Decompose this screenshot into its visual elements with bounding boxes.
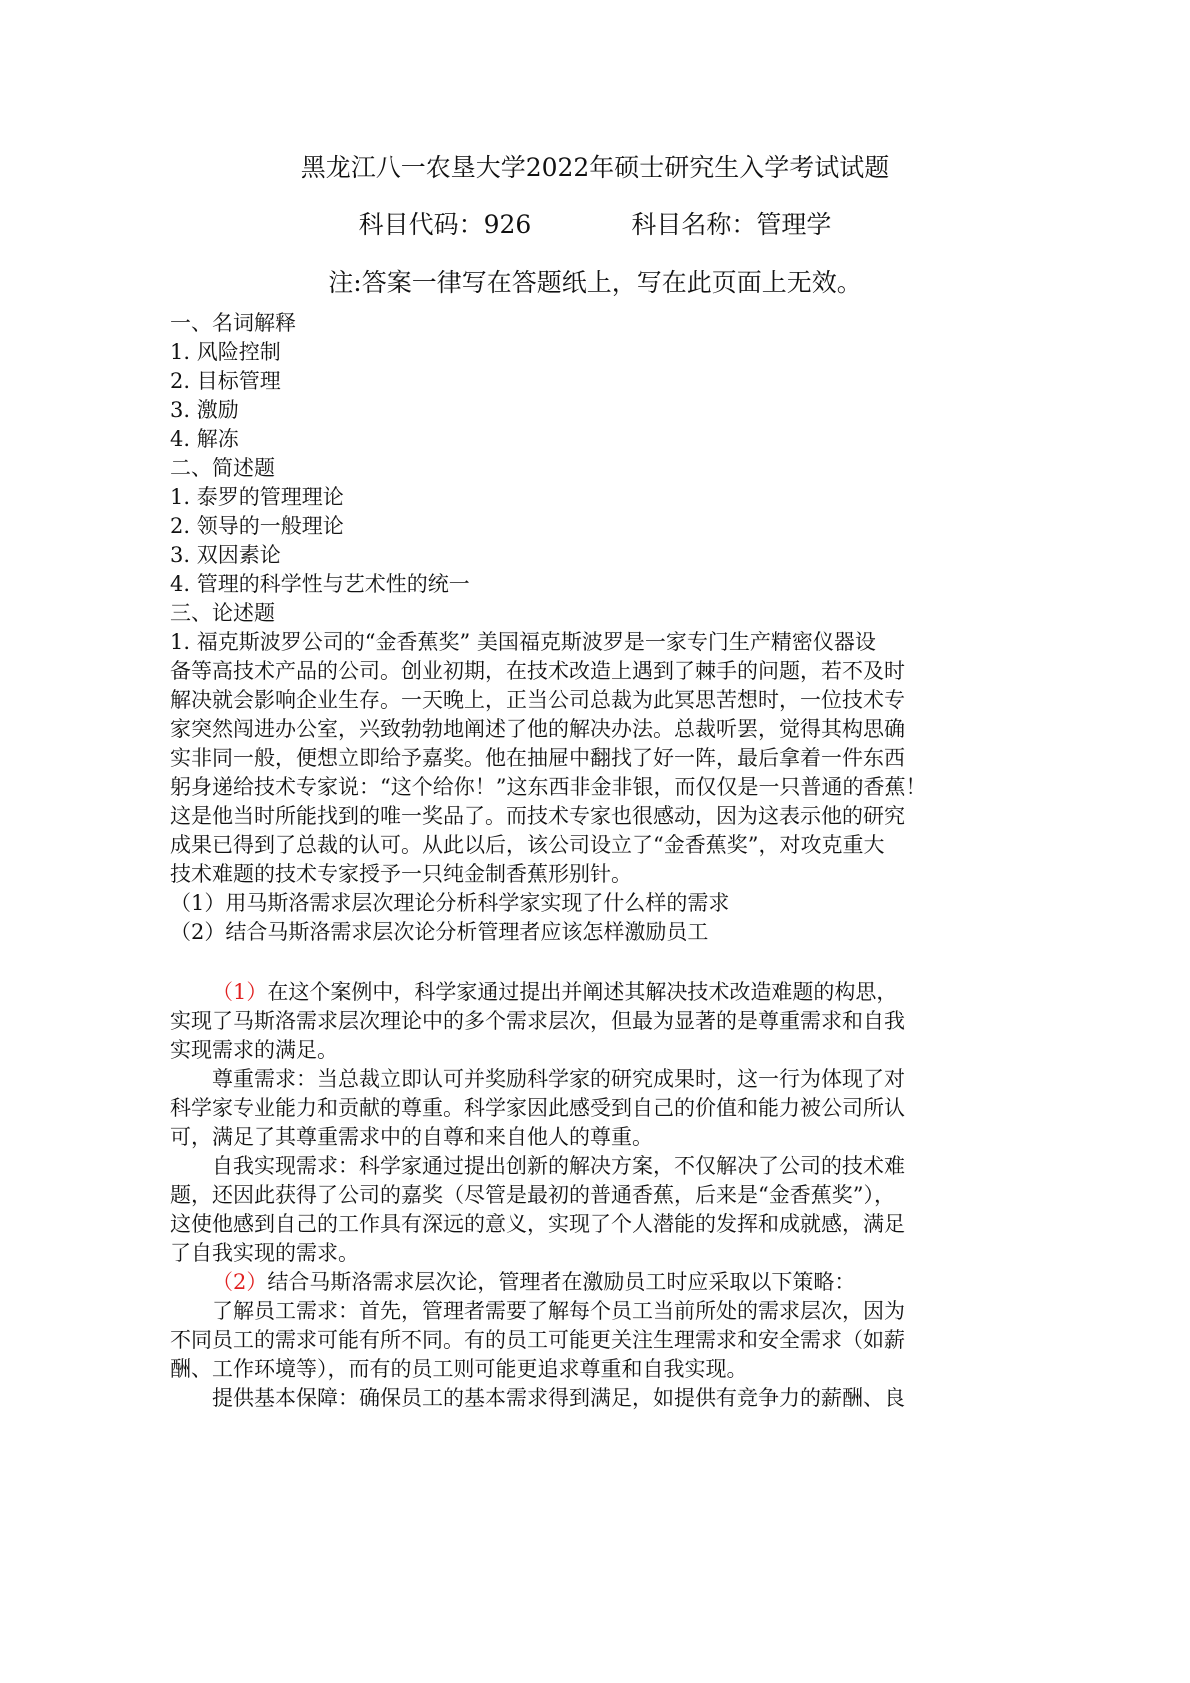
case-line: 成果已得到了总裁的认可。从此以后，该公司设立了“金香蕉奖”，对攻克重大 <box>170 833 885 857</box>
answer-line: 了解员工需求：首先，管理者需要了解每个员工当前所处的需求层次，因为 <box>212 1299 905 1323</box>
sub-question: （2）结合马斯洛需求层次论分析管理者应该怎样激励员工 <box>170 920 709 944</box>
case-line: 这是他当时所能找到的唯一奖品了。而技术专家也很感动，因为这表示他的研究 <box>170 804 905 828</box>
sub-question: （1）用马斯洛需求层次理论分析科学家实现了什么样的需求 <box>170 891 730 915</box>
list-item: 1. 泰罗的管理理论 <box>170 485 344 509</box>
questions-block <box>170 309 945 947</box>
case-line: 备等高技术产品的公司。创业初期，在技术改造上遇到了棘手的问题，若不及时 <box>170 659 905 683</box>
answer-line: 了自我实现的需求。 <box>170 1241 359 1265</box>
section-heading: 一、名词解释 <box>170 311 296 335</box>
list-item: 3. 激励 <box>170 398 239 422</box>
answer-line: 提供基本保障：确保员工的基本需求得到满足，如提供有竞争力的薪酬、良 <box>212 1386 905 1410</box>
answer-block <box>170 978 945 1413</box>
list-item: 4. 管理的科学性与艺术性的统一 <box>170 572 470 596</box>
case-line: 躬身递给技术专家说：“这个给你！”这东西非金非银，而仅仅是一只普通的香蕉！ <box>170 775 927 799</box>
section-heading: 二、简述题 <box>170 456 275 480</box>
section-heading: 三、论述题 <box>170 601 275 625</box>
case-line: 1. 福克斯波罗公司的“金香蕉奖” 美国福克斯波罗是一家专门生产精密仪器设 <box>170 630 876 654</box>
answer-line: 尊重需求：当总裁立即认可并奖励科学家的研究成果时，这一行为体现了对 <box>212 1067 905 1091</box>
answer-marker: （2） <box>212 1270 268 1294</box>
answer-line: 可，满足了其尊重需求中的自尊和来自他人的尊重。 <box>170 1125 653 1149</box>
exam-title: 黑龙江八一农垦大学2022年硕士研究生入学考试试题 <box>300 153 890 182</box>
answer-text: 结合马斯洛需求层次论，管理者在激励员工时应采取以下策略： <box>267 1270 856 1294</box>
answer-line: 酬、工作环境等），而有的员工则可能更追求尊重和自我实现。 <box>170 1357 748 1381</box>
answer-line: 实现需求的满足。 <box>170 1038 338 1062</box>
answer-line: 科学家专业能力和贡献的尊重。科学家因此感受到自己的价值和能力被公司所认 <box>170 1096 905 1120</box>
answer-marker: （1） <box>212 980 268 1004</box>
list-item: 1. 风险控制 <box>170 340 281 364</box>
answer-line: 不同员工的需求可能有所不同。有的员工可能更关注生理需求和安全需求（如薪 <box>170 1328 905 1352</box>
case-line: 解决就会影响企业生存。一天晚上，正当公司总裁为此冥思苦想时，一位技术专 <box>170 688 905 712</box>
case-line: 家突然闯进办公室，兴致勃勃地阐述了他的解决办法。总裁听罢，觉得其构思确 <box>170 717 905 741</box>
list-item: 4. 解冻 <box>170 427 239 451</box>
answer-line: 实现了马斯洛需求层次理论中的多个需求层次，但最为显著的是尊重需求和自我 <box>170 1009 905 1033</box>
answer-line: 题，还因此获得了公司的嘉奖（尽管是最初的普通香蕉，后来是“金香蕉奖”）， <box>170 1183 895 1207</box>
case-line: 实非同一般，便想立即给予嘉奖。他在抽屉中翻找了好一阵，最后拿着一件东西 <box>170 746 905 770</box>
answer-line <box>170 1268 945 1297</box>
subject-line <box>0 205 1190 241</box>
answer-text: 在这个案例中，科学家通过提出并阐述其解决技术改造难题的构思， <box>267 980 898 1004</box>
subject-name: 科目名称：管理学 <box>631 210 832 239</box>
exam-note: 注:答案一律写在答题纸上，写在此页面上无效。 <box>328 268 862 297</box>
answer-line <box>170 978 945 1007</box>
list-item: 2. 领导的一般理论 <box>170 514 344 538</box>
list-item: 2. 目标管理 <box>170 369 281 393</box>
answer-line: 这使他感到自己的工作具有深远的意义，实现了个人潜能的发挥和成就感，满足 <box>170 1212 905 1236</box>
answer-line: 自我实现需求：科学家通过提出创新的解决方案，不仅解决了公司的技术难 <box>212 1154 905 1178</box>
list-item: 3. 双因素论 <box>170 543 281 567</box>
case-line: 技术难题的技术专家授予一只纯金制香蕉形别针。 <box>170 862 632 886</box>
subject-code: 科目代码：926 <box>358 210 532 239</box>
